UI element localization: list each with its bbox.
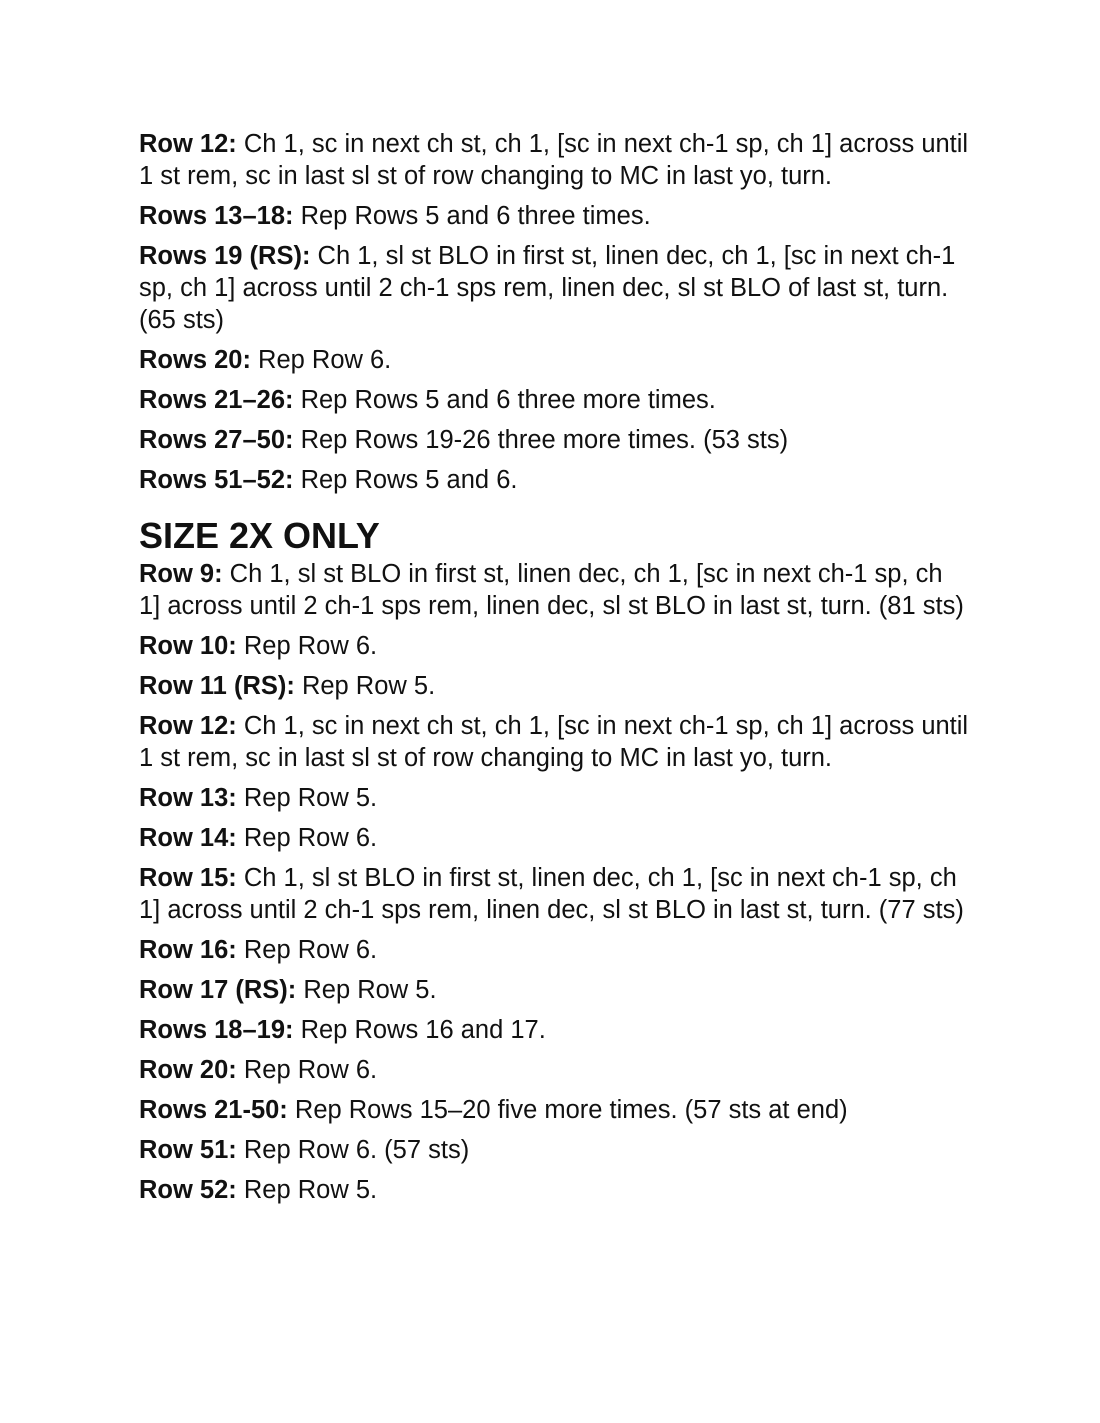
row-text: Rep Row 5. [236, 1176, 378, 1204]
row-label: Row 15: [139, 864, 237, 892]
row-text: Rep Row 5. [294, 672, 436, 700]
pattern-page [139, 128, 969, 1214]
section-heading: SIZE 2X ONLY [139, 515, 380, 556]
instruction-row [139, 1014, 969, 1046]
row-text: Rep Rows 5 and 6 three more times. [293, 386, 716, 414]
row-text: Rep Rows 19-26 three more times. (53 sts) [293, 426, 789, 454]
row-text: Rep Row 5. [296, 976, 437, 1004]
section-a [139, 128, 969, 496]
instruction-row [139, 424, 969, 456]
row-text: Ch 1, sl st BLO in first st, linen dec, ch 1, [sc in next ch-1 sp, ch 1] across until 2 ch-1 sps rem, linen dec, sl st BLO in last st, turn. (77 sts) [139, 864, 964, 924]
row-label: Rows 27–50: [139, 426, 294, 454]
row-text: Rep Rows 16 and 17. [293, 1016, 546, 1044]
instruction-row [139, 128, 969, 192]
row-label: Row 10: [139, 632, 237, 660]
row-label: Rows 21-50: [139, 1096, 288, 1124]
row-text: Rep Row 6. (57 sts) [236, 1136, 470, 1164]
row-text: Rep Row 6. [236, 1056, 378, 1084]
instruction-row [139, 200, 969, 232]
instruction-row [139, 1054, 969, 1086]
row-label: Row 13: [139, 784, 237, 812]
instruction-row [139, 974, 969, 1006]
instruction-row [139, 1174, 969, 1206]
row-text: Ch 1, sl st BLO in first st, linen dec, ch 1, [sc in next ch-1 sp, ch 1] across until 2 ch-1 sps rem, linen dec, sl st BLO in last st, turn. (81 sts) [139, 560, 964, 620]
row-label: Rows 51–52: [139, 466, 294, 494]
row-label: Row 20: [139, 1056, 237, 1084]
instruction-row [139, 1134, 969, 1166]
row-label: Row 14: [139, 824, 237, 852]
row-label: Row 12: [139, 712, 237, 740]
row-label: Rows 13–18: [139, 202, 294, 230]
instruction-row [139, 862, 969, 926]
row-text: Ch 1, sc in next ch st, ch 1, [sc in next ch-1 sp, ch 1] across until 1 st rem, sc in last sl st of row changing to MC in last yo, turn. [139, 130, 969, 190]
row-text: Rep Rows 5 and 6. [293, 466, 518, 494]
row-label: Row 17 (RS): [139, 976, 297, 1004]
row-text: Ch 1, sl st BLO in first st, linen dec, ch 1, [sc in next ch-1 sp, ch 1] across until 2 ch-1 sps rem, linen dec, sl st BLO of last st, turn. (65 sts) [139, 242, 956, 334]
row-text: Ch 1, sc in next ch st, ch 1, [sc in next ch-1 sp, ch 1] across until 1 st rem, sc in last sl st of row changing to MC in last yo, turn. [139, 712, 969, 772]
section-b [139, 558, 969, 1206]
instruction-row [139, 558, 969, 622]
row-label: Rows 21–26: [139, 386, 294, 414]
row-label: Row 9: [139, 560, 223, 588]
row-text: Rep Rows 5 and 6 three times. [293, 202, 651, 230]
row-label: Rows 20: [139, 346, 251, 374]
row-text: Rep Row 6. [236, 936, 378, 964]
instruction-row [139, 1094, 969, 1126]
row-label: Row 12: [139, 130, 237, 158]
instruction-row [139, 384, 969, 416]
instruction-row [139, 710, 969, 774]
instruction-row [139, 822, 969, 854]
row-text: Rep Row 6. [236, 632, 378, 660]
instruction-row [139, 934, 969, 966]
row-label: Rows 19 (RS): [139, 242, 311, 270]
row-label: Row 51: [139, 1136, 237, 1164]
row-label: Rows 18–19: [139, 1016, 294, 1044]
row-text: Rep Row 6. [236, 824, 378, 852]
instruction-row [139, 240, 969, 336]
row-text: Rep Row 6. [250, 346, 392, 374]
row-label: Row 16: [139, 936, 237, 964]
row-text: Rep Row 5. [236, 784, 378, 812]
instruction-row [139, 670, 969, 702]
row-label: Row 52: [139, 1176, 237, 1204]
instruction-row [139, 344, 969, 376]
row-text: Rep Rows 15–20 five more times. (57 sts at end) [287, 1096, 848, 1124]
row-label: Row 11 (RS): [139, 672, 295, 700]
instruction-row [139, 782, 969, 814]
instruction-row [139, 464, 969, 496]
instruction-row [139, 630, 969, 662]
